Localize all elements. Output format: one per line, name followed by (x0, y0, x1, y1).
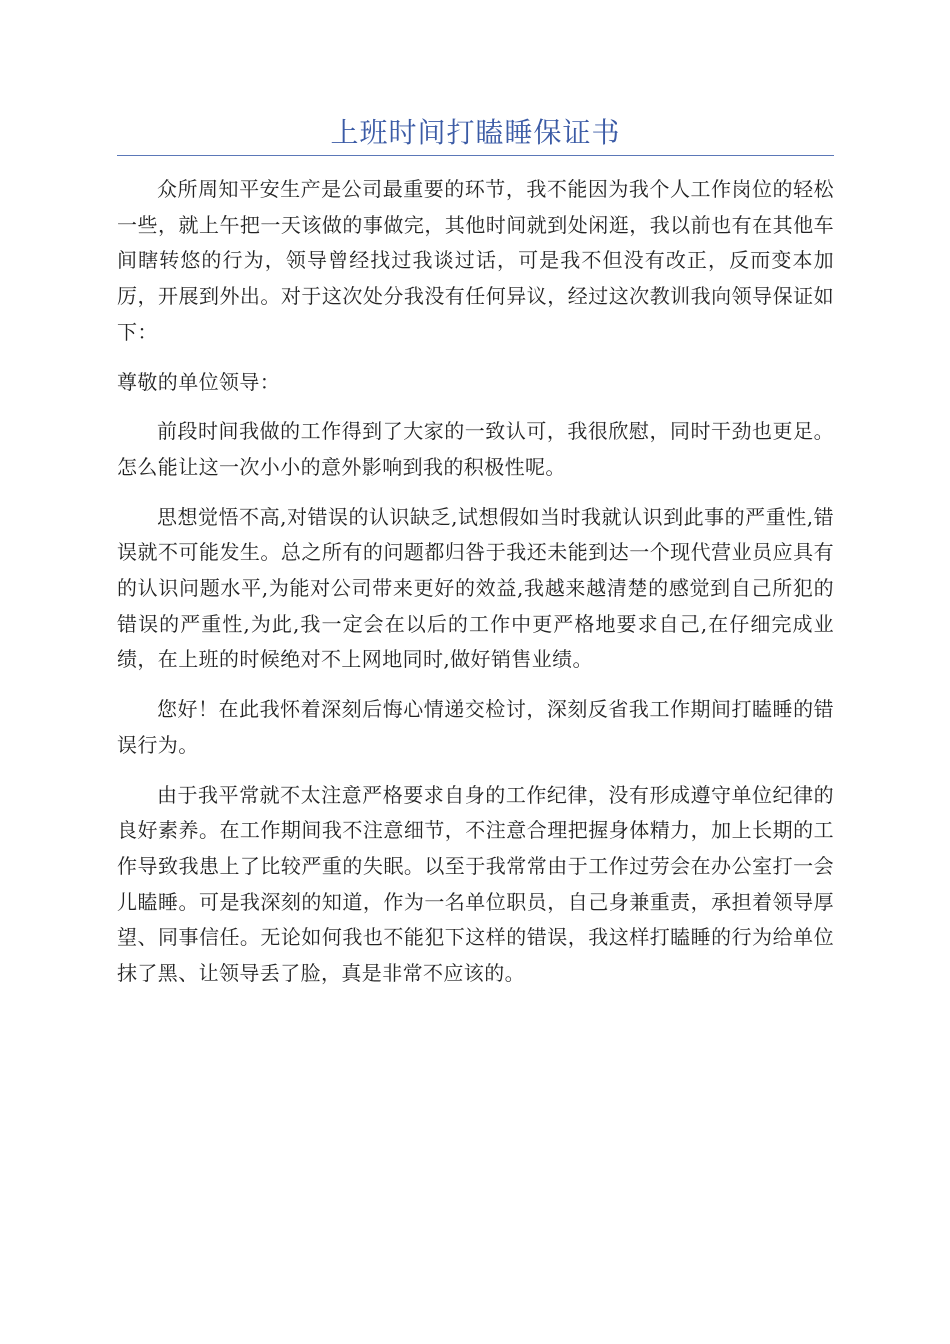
document-title: 上班时间打瞌睡保证书 (330, 116, 621, 149)
document-body (117, 172, 834, 1006)
paragraph-explanation: 由于我平常就不太注意严格要求自身的工作纪律，没有形成遵守单位纪律的良好素养。在工作期间我不注意细节，不注意合理把握身体精力，加上长期的工作导致我患上了比较严重的失眠。以至于我常常由于工作过劳会在办公室打一会儿瞌睡。可是我深刻的知道，作为一名单位职员，自己身兼重责，承担着领导厚望、同事信任。无论如何我也不能犯下这样的错误，我这样打瞌睡的行为给单位抹了黑、让领导丢了脸，真是非常不应该的。 (117, 782, 834, 986)
paragraph-intro: 众所周知平安生产是公司最重要的环节，我不能因为我个人工作岗位的轻松一些，就上午把一天该做的事做完，其他时间就到处闲逛，我以前也有在其他车间瞎转悠的行为，领导曾经找过我谈过话，可是我不但没有改正，反而变本加厉，开展到外出。对于这次处分我没有任何异议，经过这次教训我向领导保证如下： (117, 177, 834, 344)
title-underline-rule (117, 155, 834, 156)
paragraph-recognition: 前段时间我做的工作得到了大家的一致认可，我很欣慰，同时干劲也更足。怎么能让这一次小小的意外影响到我的积极性呢。 (117, 419, 834, 479)
paragraph-greeting: 您好！在此我怀着深刻后悔心情递交检讨，深刻反省我工作期间打瞌睡的错误行为。 (117, 697, 834, 757)
paragraph-reflection: 思想觉悟不高,对错误的认识缺乏,试想假如当时我就认识到此事的严重性,错误就不可能发生。总之所有的问题都归咎于我还未能到达一个现代营业员应具有的认识问题水平,为能对公司带来更好的效益,我越来越清楚的感觉到自己所犯的错误的严重性,为此,我一定会在以后的工作中更严格地要求自己,在仔细完成业绩，在上班的时候绝对不上网地同时,做好销售业绩。 (117, 504, 834, 672)
paragraph-salutation: 尊敬的单位领导： (117, 369, 281, 394)
